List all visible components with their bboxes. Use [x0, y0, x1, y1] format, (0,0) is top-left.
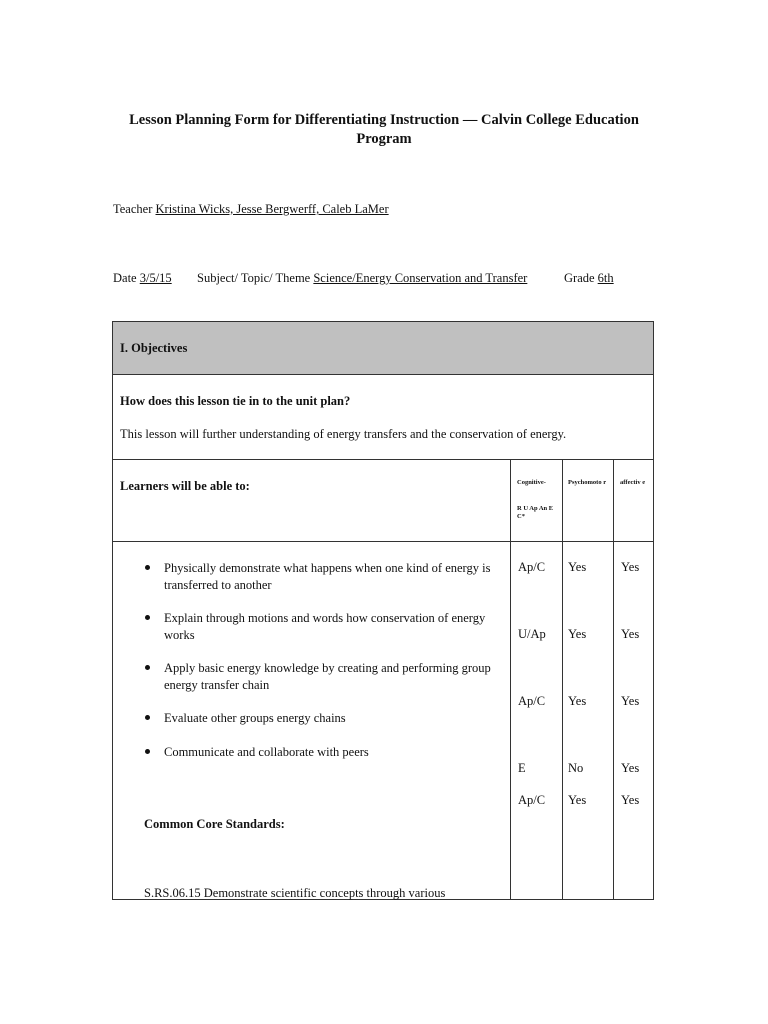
cognitive-value: Ap/C	[518, 560, 546, 574]
affective-value: Yes	[621, 560, 640, 574]
objective-item: Evaluate other groups energy chains	[164, 711, 346, 725]
date-value: 3/5/15	[139, 271, 172, 285]
cognitive-value: Ap/C	[518, 694, 546, 708]
row-divider	[113, 459, 653, 460]
tie-in-question: How does this lesson tie in to the unit plan?	[120, 394, 351, 408]
psychomotor-value: No	[568, 761, 584, 775]
common-core-label: Common Core Standards:	[144, 817, 285, 831]
bullet-icon	[145, 749, 150, 754]
row-divider	[113, 374, 653, 375]
column-divider	[613, 459, 614, 899]
psychomotor-column-header: Psychomoto r	[568, 479, 607, 486]
row-divider	[113, 541, 653, 542]
date-line	[113, 271, 172, 286]
psychomotor-value: Yes	[568, 793, 587, 807]
psychomotor-value: Yes	[568, 694, 587, 708]
affective-value: Yes	[621, 694, 640, 708]
teacher-label: Teacher	[113, 202, 153, 216]
grade-label: Grade	[564, 271, 595, 285]
subject-value: Science/Energy Conservation and Transfer	[313, 271, 528, 285]
affective-value: Yes	[621, 627, 640, 641]
objective-item: Physically demonstrate what happens when one kind of energy is transferred to another	[164, 561, 491, 592]
cognitive-value: U/Ap	[518, 627, 546, 641]
affective-value: Yes	[621, 761, 640, 775]
objective-item: Apply basic energy knowledge by creating and performing group energy transfer chain	[164, 661, 491, 692]
subject-label: Subject/ Topic/ Theme	[197, 271, 311, 285]
date-label: Date	[113, 271, 137, 285]
affective-value: Yes	[621, 793, 640, 807]
objective-item: Communicate and collaborate with peers	[164, 745, 369, 759]
objectives-header-band	[113, 322, 653, 374]
bullet-icon	[145, 715, 150, 720]
objective-item: Explain through motions and words how conservation of energy works	[164, 611, 486, 642]
learners-label: Learners will be able to:	[120, 479, 250, 493]
column-divider	[562, 459, 563, 899]
standard-text: S.RS.06.15 Demonstrate scientific concepts through various	[144, 886, 446, 900]
objectives-table	[112, 321, 654, 900]
column-divider	[510, 459, 511, 899]
cognitive-value: Ap/C	[518, 793, 546, 807]
bullet-icon	[145, 615, 150, 620]
grade-line	[564, 271, 614, 286]
document-title: Lesson Planning Form for Differentiating Instruction — Calvin College Education Program	[129, 112, 639, 147]
cognitive-column-header: Cognitive-	[517, 479, 546, 486]
objectives-header: I. Objectives	[120, 341, 188, 355]
cognitive-levels-legend: R U Ap An E C*	[517, 505, 554, 520]
grade-value: 6th	[597, 271, 614, 285]
psychomotor-value: Yes	[568, 627, 587, 641]
teacher-line	[113, 202, 389, 217]
affective-column-header: affectiv e	[620, 479, 646, 486]
psychomotor-value: Yes	[568, 560, 587, 574]
teacher-names: Kristina Wicks, Jesse Bergwerff, Caleb LaMer	[155, 202, 389, 216]
bullet-icon	[145, 665, 150, 670]
subject-line	[197, 271, 527, 286]
cognitive-value: E	[518, 761, 526, 775]
bullet-icon	[145, 565, 150, 570]
tie-in-answer: This lesson will further understanding of energy transfers and the conservation of energy.	[120, 427, 567, 441]
